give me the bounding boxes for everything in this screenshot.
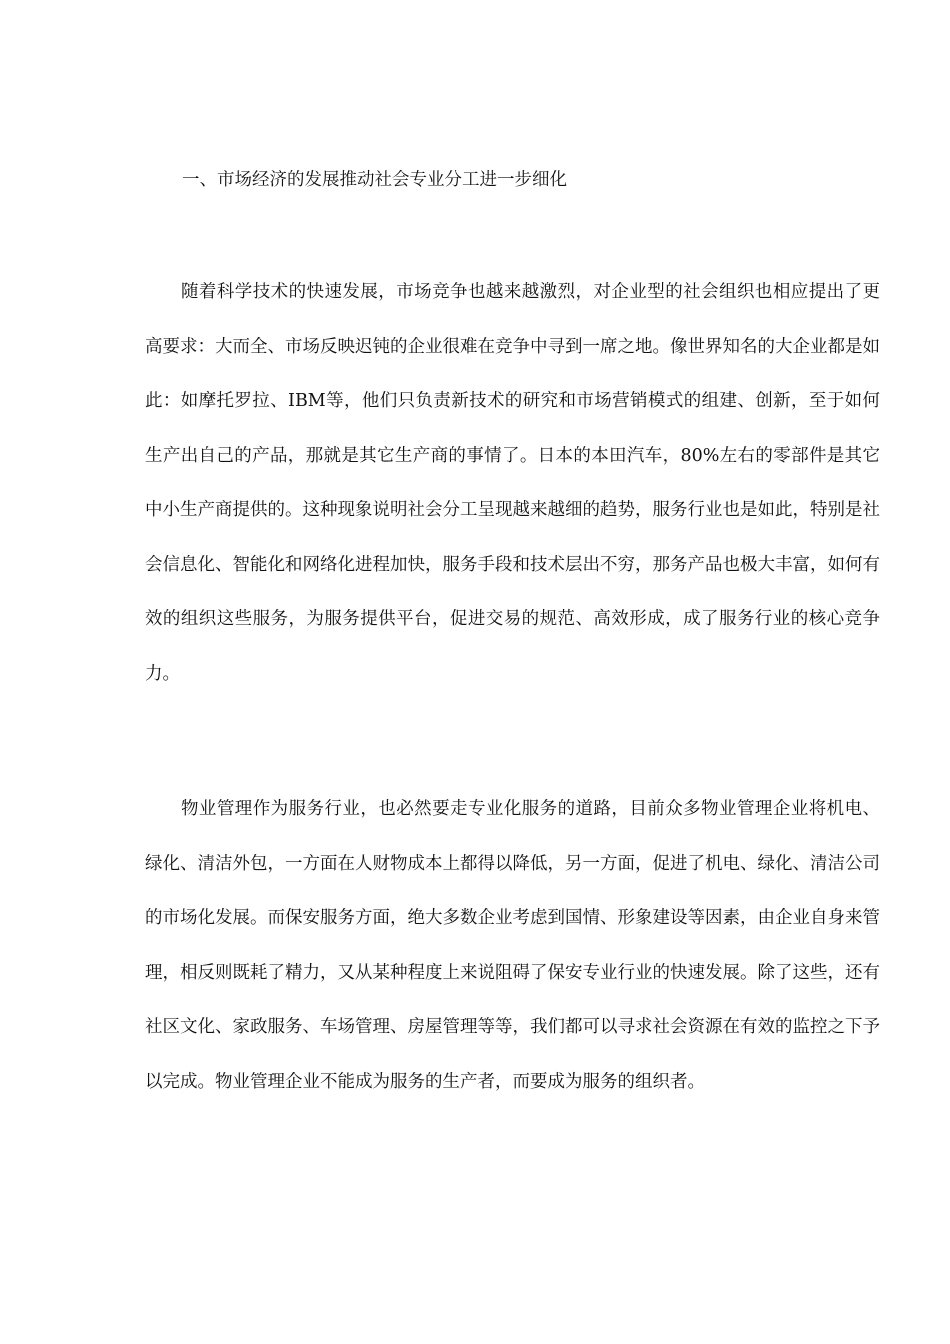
paragraph-1: 随着科学技术的快速发展，市场竞争也越来越激烈，对企业型的社会组织也相应提出了更高要求：大而全、市场反映迟钝的企业很难在竞争中寻到一席之地。像世界知名的大企业都是如此：如摩托罗拉、IBM等，他们只负责新技术的研究和市场营销模式的组建、创新，至于如何生产出自己的产品，那就是其它生产商的事情了。日本的本田汽车，80%左右的零部件是其它中小生产商提供的。这种现象说明社会分工呈现越来越细的趋势，服务行业也是如此，特别是社会信息化、智能化和网络化进程加快，服务手段和技术层出不穷，那务产品也极大丰富，如何有效的组织这些服务，为服务提供平台，促进交易的规范、高效形成，成了服务行业的核心竞争力。 bbox=[145, 282, 880, 684]
section-heading: 一、市场经济的发展推动社会专业分工进一步细化 bbox=[182, 170, 567, 190]
paragraph-2: 物业管理作为服务行业，也必然要走专业化服务的道路，目前众多物业管理企业将机电、绿化、清洁外包，一方面在人财物成本上都得以降低，另一方面，促进了机电、绿化、清洁公司的市场化发展。而保安服务方面，绝大多数企业考虑到国情、形象建设等因素，由企业自身来管理，相反则既耗了精力，又从某种程度上来说阻碍了保安专业行业的快速发展。除了这些，还有社区文化、家政服务、车场管理、房屋管理等等，我们都可以寻求社会资源在有效的监控之下予以完成。物业管理企业不能成为服务的生产者，而要成为服务的组织者。 bbox=[145, 799, 880, 1092]
